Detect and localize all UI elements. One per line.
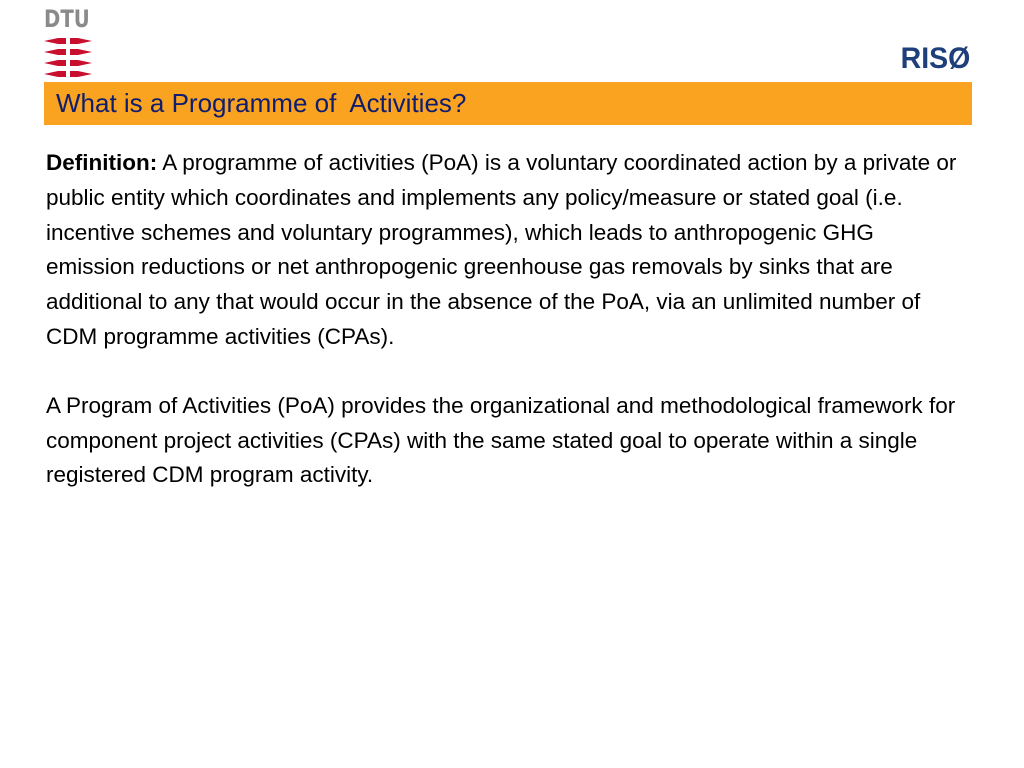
title-bar	[44, 82, 972, 125]
slide-title: What is a Programme of Activities?	[56, 88, 467, 118]
definition-paragraph	[46, 146, 966, 355]
poa-framework-paragraph: A Program of Activities (PoA) provides the organizational and methodological framework for component project activities (CPAs) with the same stated goal to operate within a single registered CDM program activity.	[46, 392, 956, 488]
slide-body	[46, 146, 966, 493]
dtu-logo-text: DTU	[44, 5, 90, 33]
riso-logo: RISØ	[900, 42, 970, 75]
definition-text: A programme of activities (PoA) is a voluntary coordinated action by a private or public entity which coordinates and implements any policy/measure or stated goal (i.e. incentive schemes and voluntary programmes), which leads to anthropogenic GHG emission reductions or net anthropogenic greenhouse gas removals by sinks that are additional to any that would occur in the absence of the PoA, via an unlimited number of CDM programme activities (CPAs).	[46, 150, 957, 349]
dtu-wave-mark-icon	[44, 38, 92, 78]
definition-label: Definition:	[46, 150, 158, 175]
dtu-logo	[44, 6, 96, 78]
